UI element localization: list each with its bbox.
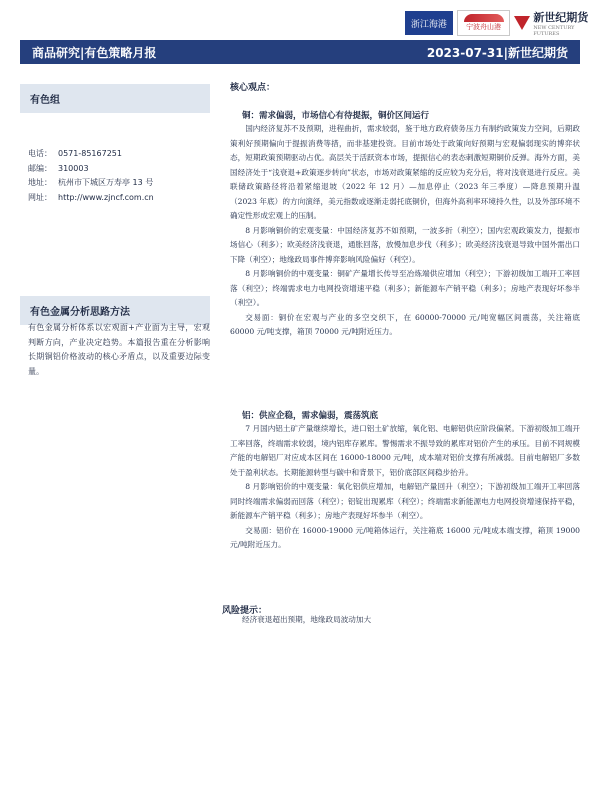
copper-para: 交易面：铜价在宏观与产业的多空交织下，在 60000-70000 元/吨宽幅区间震荡，关注箱底 60000 元/吨支撑，箱顶 70000 元/吨附近压力。 [230, 312, 580, 336]
copper-para: 国内经济复苏不及预期，进程曲折，需求较弱，鉴于地方政府债务压力有制约政策发力空间，后期政策利好预期偏向于提振消费等措，而非基建投资。目前市场处于政策向好预期与宏观偏弱现实的博弈状态，短期政策预期驱动占优。高层关于活跃资本市场，提振信心的表态刺激短期铜价反弹。海外方面，美国经济处于“浅衰退+政策逐步转向”状态，市场对政策紧缩的反应较为充分后，将对浅衰退进行反应。美联储政策路径将沿着紧缩退坡（2022 年 12 月）—加息停止（2023 年三季度）—降息预期升温（2023 年底）的方向演绎，美元指数或逐渐走弱托底铜价，但海外高利率环境持久性，以及外部环境不确定性形成宏观上的压制。 [230, 124, 580, 220]
method-text: 有色金属分析体系以宏观面+产业面为主导，宏观判断方向，产业决定趋势。本篇报告重在分析影响长期铜铝价格波动的核心矛盾点，以及重要边际变量。 [28, 323, 210, 376]
contact-phone: 电话： 0571-85167251 [28, 149, 122, 158]
header-logos [405, 10, 595, 36]
risk-title: 风险提示： [222, 606, 268, 616]
contact-block [28, 147, 154, 205]
new-century-logo: 新世纪期货 NEW CENTURY FUTURES [514, 9, 595, 37]
ningbo-port-logo: 宁波舟山港 [457, 10, 511, 36]
copper-body [230, 122, 580, 340]
report-date-company: 2023-07-31|新世纪期货 [426, 45, 568, 60]
copper-para: 8 月影响铜价的宏观变量：中国经济复苏不如预期，一波多折（利空）；国内宏观政策发力，提振市场信心（利多）；欧美经济浅衰退，通胀回落，放慢加息步伐（利多）；欧美经济浅衰退导致中国外需出口下降（利空）；地缘政局事件博弈影响风险偏好（利空）。 [230, 225, 580, 264]
aluminum-para: 交易面：铝价在 16000-19000 元/吨箱体运行，关注箱底 16000 元/吨成本端支撑，箱顶 19000 元/吨附近压力。 [230, 525, 580, 549]
key-points-title: 核心观点： [230, 83, 276, 93]
header-band [20, 40, 580, 64]
aluminum-title: 铝：供应企稳，需求偏弱，震荡筑底 [242, 411, 379, 421]
contact-address: 地址： 杭州市下城区万寿亭 13 号 [28, 178, 154, 187]
contact-zip: 邮编： 310003 [28, 163, 89, 173]
aluminum-para: 7 月国内铝土矿产量继续增长，进口铝土矿放缩，氧化铝、电解铝供应阶段偏紧。下游初级加工端开工率回落，终端需求较弱，境内铝库存累库。警惕需求不振导致的累库对铝价产生的承压。目前不同规模产能的电解铝厂对应成本区间在 16000-18000 元/吨，成本端对铝价支撑有所减弱。目前电解铝厂多数处于盈利状态。长期能源转型与碳中和背景下，铝价底部区间稳步抬升。 [230, 424, 580, 477]
aluminum-para: 8 月影响铝价的中观变量：氧化铝供应增加，电解铝产量回升（利空）；下游初级加工端开工率回落同时终端需求偏弱而回落（利空）；铝锭出现累库（利空）；终端需求新能源电力电网投资增速保持平稳，新能源车产销平稳（利多）；房地产表现好坏参半（利空）。 [230, 482, 580, 520]
group-title: 有色组 [20, 84, 210, 113]
brand-mark-icon [514, 16, 530, 30]
copper-para: 8 月影响铜价的中观变量：铜矿产量增长传导至冶炼端供应增加（利空）；下游初级加工端开工率回落（利空）；终端需求电力电网投资增速平稳（利多）；新能源车产销平稳（利多）；房地产表现好坏参半（利空）。 [230, 269, 580, 307]
risk-text: 经济衰退超出预期，地缘政局波动加大 [242, 615, 372, 624]
aluminum-body [230, 422, 580, 553]
zhejiang-port-logo: 浙江海港 [405, 11, 453, 35]
contact-website[interactable]: 网址： http://www.zjncf.com.cn [28, 192, 154, 202]
report-category: 商品研究|有色策略月报 [32, 45, 157, 60]
method-title: 有色金属分析思路方法 [20, 296, 210, 325]
copper-title: 铜：需求偏弱，市场信心有待提振，铜价区间运行 [242, 111, 430, 121]
